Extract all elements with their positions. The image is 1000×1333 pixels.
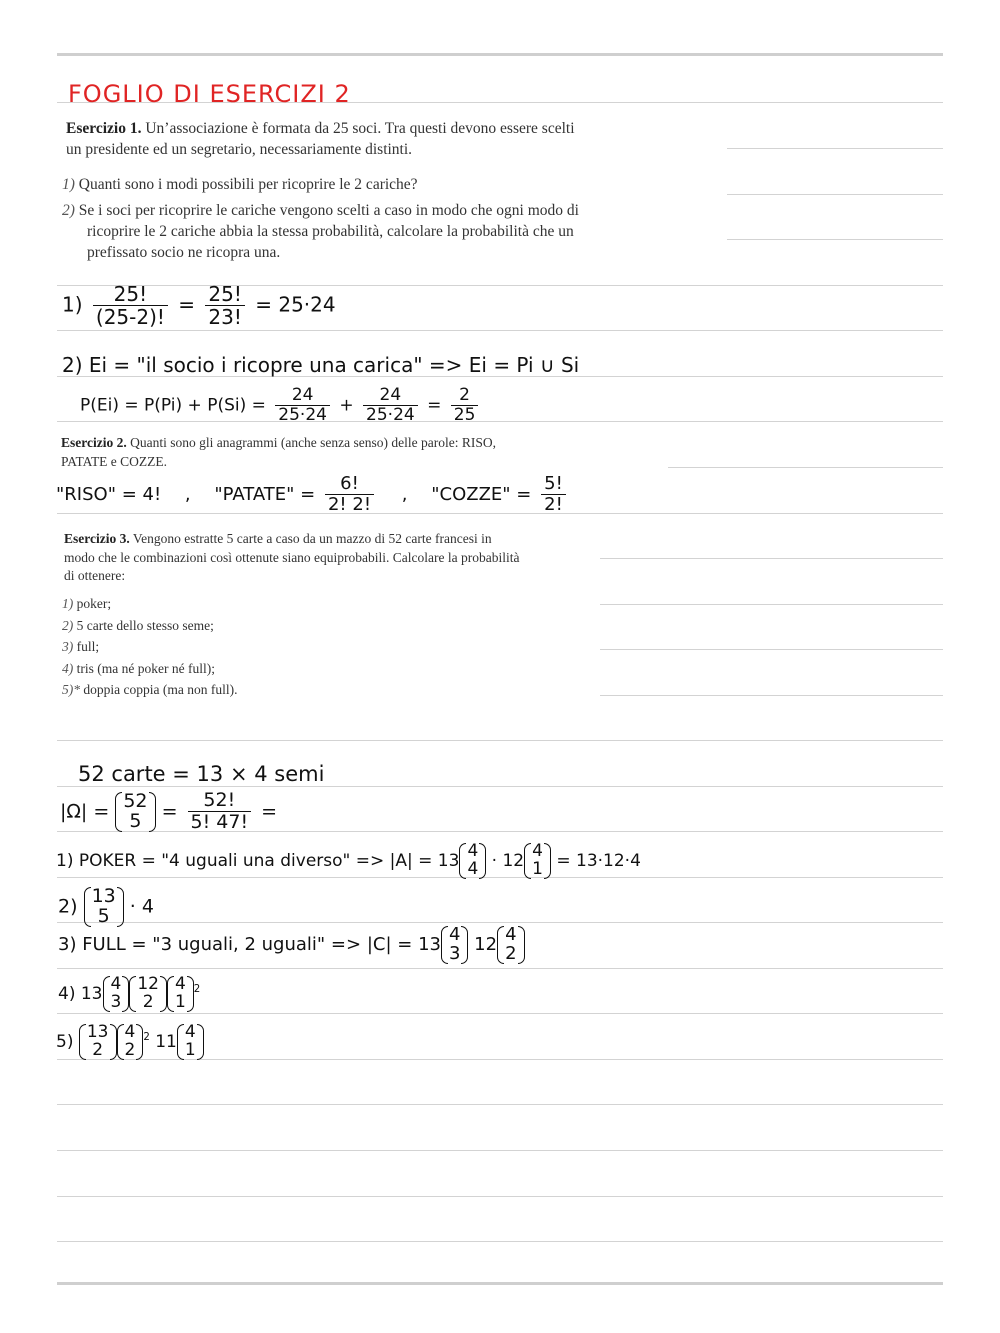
fraction (451, 386, 479, 425)
ruled-line (57, 1150, 943, 1151)
binomial-bottom: 1 (532, 858, 543, 879)
binomial-top: 52 (123, 789, 148, 812)
numerator: 52! (188, 790, 252, 812)
binomial-top: 13 (91, 885, 116, 907)
exercise-1-question-1 (62, 174, 702, 195)
item-number: 2) (62, 618, 74, 633)
item-number: 5) (56, 1031, 74, 1052)
ruled-line (57, 786, 943, 787)
exercise-1-question-2 (62, 200, 702, 263)
patate-anagrams: "PATATE" = (214, 483, 316, 505)
fraction (541, 474, 566, 515)
solution-3-double-pair (56, 1024, 204, 1060)
ruled-line (57, 1104, 943, 1105)
binomial (115, 789, 155, 832)
plus: + (339, 395, 354, 416)
ruled-line (57, 1196, 943, 1197)
coefficient: 13 (80, 983, 103, 1004)
exercise-2-text: Quanti sono gli anagrammi (anche senza senso) delle parole: RISO, (130, 435, 497, 450)
denominator: (25-2)! (95, 305, 165, 329)
binomial (497, 926, 524, 964)
cozze-anagrams: "COZZE" = (431, 483, 532, 505)
exponent: 2 (193, 984, 201, 996)
coefficient: 12 (502, 850, 525, 871)
item-text: tris (ma né poker né full); (76, 661, 215, 676)
ruled-line (57, 330, 943, 331)
coefficient: 11 (155, 1031, 177, 1052)
numerator: 24 (275, 386, 330, 406)
binomial-bottom: 2 (505, 942, 517, 964)
binomial (459, 843, 486, 879)
denominator: 5! 47! (190, 810, 249, 833)
ruled-line (57, 740, 943, 741)
item-number: 1) (62, 292, 83, 317)
result: 25·24 (278, 292, 336, 317)
ruled-line (600, 695, 943, 696)
numerator: 5! (541, 474, 566, 495)
equals: = (261, 800, 278, 823)
denominator: 2! 2! (327, 493, 372, 515)
omega-lhs: |Ω| = (60, 800, 110, 823)
sample-space-size (60, 790, 277, 834)
binomial-bottom: 3 (110, 991, 122, 1012)
exercise-3-text: Vengono estratte 5 carte a caso da un mazzo di 52 carte francesi in (132, 531, 492, 546)
binomial (103, 976, 130, 1012)
page-bottom-border (57, 1282, 943, 1285)
binomial (129, 976, 167, 1012)
exercise-3-text: modo che le combinazioni così ottenute siano equiprobabili. Calcolare la probabilità (64, 549, 520, 565)
item-number: 3) (62, 639, 74, 654)
binomial-top: 4 (467, 841, 479, 861)
solution-2 (56, 474, 570, 515)
question-text: prefissato socio ne ricopra una. (87, 244, 281, 261)
deck-composition: 52 carte = 13 × 4 semi (78, 762, 325, 786)
coefficient: 13 (418, 933, 441, 955)
poker-result: = 13·12·4 (556, 850, 641, 871)
solution-3-tris (58, 976, 200, 1012)
binomial-bottom: 4 (467, 858, 479, 879)
ruled-line (600, 558, 943, 559)
ruled-line (57, 1013, 943, 1014)
comma: , (184, 483, 191, 505)
fraction (363, 386, 418, 425)
item-number: 5)* (62, 682, 80, 697)
question-text: ricoprire le 2 cariche abbia la stessa probabilità, calcolare la probabilità che un (87, 223, 574, 240)
denominator: 23! (208, 305, 242, 329)
solution-1b-definition: 2) Ei = "il socio i ricopre una carica" => Ei = Pi ∪ Si (62, 353, 580, 377)
binomial (177, 1024, 204, 1060)
exercise-3-item (62, 681, 237, 700)
solution-1b-probability (80, 386, 482, 425)
binomial (117, 1024, 144, 1060)
exercise-2-label: Esercizio 2. (61, 435, 127, 450)
page-top-border (57, 53, 943, 56)
binomial-bottom: 5 (129, 809, 142, 832)
comma: , (401, 483, 408, 505)
ruled-line (600, 604, 943, 605)
denominator: 25·24 (366, 404, 415, 425)
binomial (441, 926, 468, 964)
binomial-top: 4 (174, 974, 186, 994)
denominator: 25 (453, 404, 476, 425)
equals: = (178, 292, 196, 317)
exercise-3 (64, 530, 604, 586)
exercise-1-label: Esercizio 1. (66, 120, 142, 137)
poker-definition: 1) POKER = "4 uguali una diverso" => |A| = (56, 850, 433, 871)
solution-3-poker (56, 843, 641, 879)
coefficient: 13 (437, 850, 460, 871)
denominator: 25·24 (278, 404, 327, 425)
riso-anagrams: "RISO" = 4! (56, 483, 162, 505)
fraction (205, 283, 244, 329)
binomial-bottom: 5 (97, 904, 110, 927)
solution-3-full (58, 926, 525, 964)
binomial (79, 1024, 117, 1060)
denominator: 2! (544, 493, 563, 515)
ruled-line (727, 148, 943, 149)
binomial-bottom: 1 (174, 991, 186, 1012)
ruled-line (727, 194, 943, 195)
equals: = (161, 800, 178, 823)
page-title: FOGLIO DI ESERCIZI 2 (68, 80, 351, 108)
exercise-2-text: PATATE e COZZE. (61, 453, 168, 469)
binomial-top: 4 (184, 1022, 196, 1042)
binomial (84, 887, 124, 927)
numerator: 6! (325, 474, 374, 495)
ruled-line (57, 922, 943, 923)
exponent: 2 (143, 1032, 150, 1044)
fraction (188, 790, 252, 834)
dot: · (491, 850, 498, 871)
item-number: 4) (58, 983, 76, 1004)
exercise-2 (61, 434, 621, 471)
ruled-line (57, 1241, 943, 1242)
ruled-line (57, 968, 943, 969)
question-text: Quanti sono i modi possibili per ricoprire le 2 cariche? (78, 176, 418, 193)
formula-lhs: P(Ei) = P(Pi) + P(Si) = (80, 395, 266, 416)
full-definition: 3) FULL = "3 uguali, 2 uguali" => |C| = (58, 933, 413, 955)
fraction (275, 386, 330, 425)
item-number: 2) (58, 895, 78, 918)
numerator: 2 (451, 386, 479, 406)
binomial-top: 4 (124, 1022, 136, 1042)
question-number: 2) (62, 202, 75, 219)
fraction (325, 474, 374, 515)
binomial-top: 4 (532, 841, 543, 861)
numerator: 24 (363, 386, 418, 406)
binomial-bottom: 3 (448, 942, 461, 964)
exercise-1-text: un presidente ed un segretario, necessariamente distinti. (66, 141, 413, 158)
exercise-3-item (62, 660, 215, 679)
exercise-3-item (62, 595, 111, 614)
binomial-top: 4 (448, 924, 461, 945)
ruled-line (600, 649, 943, 650)
binomial-top: 13 (86, 1022, 109, 1042)
exercise-3-item (62, 617, 214, 636)
numerator: 25! (93, 283, 168, 306)
item-text: doppia coppia (ma non full). (83, 682, 238, 697)
binomial-top: 4 (505, 924, 517, 945)
equals: = (255, 292, 272, 317)
ruled-line (668, 467, 943, 468)
binomial (524, 843, 551, 879)
solution-3-flush (58, 887, 154, 927)
multiplier: · 4 (129, 895, 154, 918)
solution-1a (62, 283, 336, 329)
exercise-3-item (62, 638, 99, 657)
item-text: full; (76, 639, 100, 654)
exercise-1-text: Un’associazione è formata da 25 soci. Tra questi devono essere scelti (145, 120, 575, 137)
numerator: 25! (205, 283, 244, 306)
exercise-3-text: di ottenere: (64, 568, 126, 583)
fraction (93, 283, 168, 329)
item-number: 1) (62, 596, 74, 611)
binomial-bottom: 1 (184, 1039, 196, 1060)
binomial-bottom: 2 (142, 991, 154, 1012)
item-text: poker; (76, 596, 112, 611)
ruled-line (727, 239, 943, 240)
item-number: 4) (62, 661, 74, 676)
question-number: 1) (62, 176, 75, 193)
binomial (167, 976, 194, 1012)
binomial-bottom: 2 (92, 1039, 104, 1060)
binomial-bottom: 2 (124, 1039, 136, 1060)
exercise-1 (66, 118, 706, 160)
question-text: Se i soci per ricoprire le cariche vengono scelti a caso in modo che ogni modo di (78, 202, 579, 219)
item-text: 5 carte dello stesso seme; (76, 618, 214, 633)
coefficient: 12 (474, 933, 498, 955)
binomial-top: 4 (110, 974, 122, 994)
binomial-top: 12 (137, 974, 159, 994)
equals: = (427, 395, 442, 416)
exercise-3-label: Esercizio 3. (64, 531, 130, 546)
